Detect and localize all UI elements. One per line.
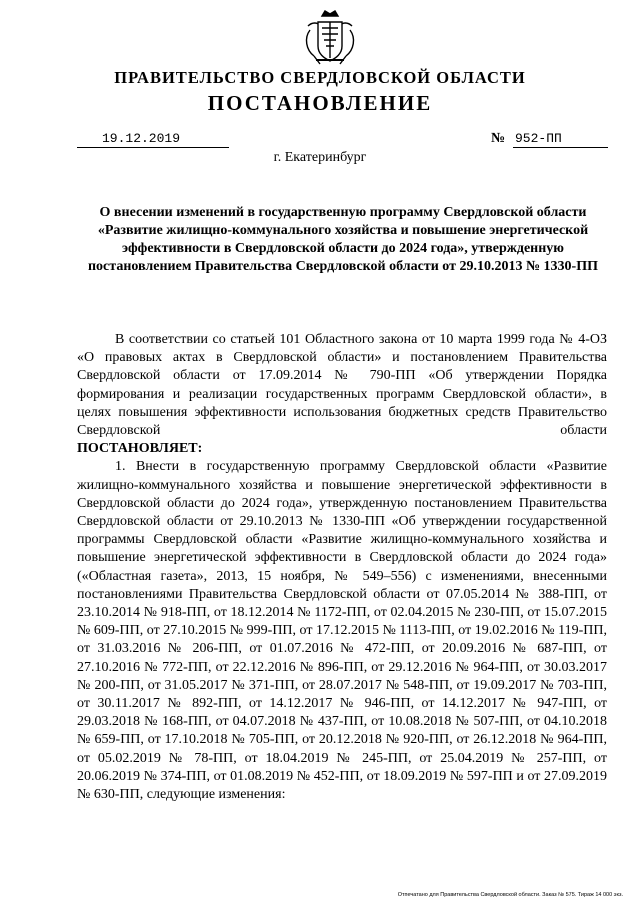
government-name: ПРАВИТЕЛЬСТВО СВЕРДЛОВСКОЙ ОБЛАСТИ — [114, 68, 526, 87]
city: г. Екатеринбург — [273, 150, 367, 165]
document-title: О внесении изменений в государственную программу Свердловской области «Развитие жилищно-коммунального хозяйства и повышение энергетической эффективности в Свердловской области до 2024 года», утвержденную постановлением Правительства Свердловской области от 29.10.2013 № 1330-ПП — [87, 205, 598, 274]
document-number-field — [491, 131, 608, 148]
document-date: 19.12.2019 — [77, 131, 229, 148]
document-type: ПОСТАНОВЛЕНИЕ — [207, 91, 433, 115]
document-body — [77, 331, 607, 804]
coat-of-arms-icon — [300, 8, 360, 68]
item-1-paragraph: 1. Внести в государственную программу Свердловской области «Развитие жилищно-коммунального хозяйства и повышение энергетической эффективности в Свердловской области до 2024 года», утвержденную постановлением Правительства Свердловской области от 29.10.2013 № 1330-ПП «Об утверждении государственной программы Свердловской области «Развитие жилищно-коммунального хозяйства и повышение энергетической эффективности в Свердловской области до 2024 года» («Областная газета», 2013, 15 ноября, № 549–556) с изменениями, внесенными постановлениями Правительства Свердловской области от 07.05.2014 № 388-ПП, от 23.10.2014 № 918-ПП, от 18.12.2014 № 1172-ПП, от 02.04.2015 № 230-ПП, от 15.07.2015 № 609-ПП, от 27.10.2015 № 999-ПП, от 17.12.2015 № 1113-ПП, от 19.02.2016 № 119-ПП, от 31.03.2016 № 206-ПП, от 01.07.2016 № 472-ПП, от 20.09.2016 № 687-ПП, от 27.10.2016 № 772-ПП, от 22.12.2016 № 896-ПП, от 29.12.2016 № 964-ПП, от 30.03.2017 № 200-ПП, от 31.05.2017 № 371-ПП, от 28.07.2017 № 548-ПП, от 19.09.2017 № 703-ПП, от 30.11.2017 № 892-ПП, от 14.12.2017 № 946-ПП, от 14.12.2017 № 947-ПП, от 29.03.2018 № 168-ПП, от 04.07.2018 № 437-ПП, от 10.08.2018 № 507-ПП, от 04.10.2018 № 659-ПП, от 17.10.2018 № 705-ПП, от 20.12.2018 № 920-ПП, от 26.12.2018 № 964-ПП, от 05.02.2019 № 78-ПП, от 18.04.2019 № 245-ПП, от 25.04.2019 № 257-ПП, от 20.06.2019 № 374-ПП, от 01.08.2019 № 452-ПП, от 18.09.2019 № 597-ПП и от 27.09.2019 № 630-ПП, следующие изменения: — [77, 459, 607, 803]
number-sign: № — [491, 131, 506, 146]
print-footer: Отпечатано для Правительства Свердловской области. Заказ № 575. Тираж 14 000 экз. — [397, 892, 623, 898]
document-number: 952-ПП — [513, 131, 608, 148]
preamble-paragraph: В соответствии со статьей 101 Областного закона от 10 марта 1999 года № 4-ОЗ «О правовых актах в Свердловской области» и постановлением Правительства Свердловской области от 17.09.2014 № 790-ПП «Об утверждении Порядка формирования и реализации государственных программ Свердловской области», в целях повышения эффективности использования бюджетных средств Правительство Свердловской области — [77, 332, 607, 439]
resolves-heading: ПОСТАНОВЛЯЕТ: — [77, 441, 203, 457]
